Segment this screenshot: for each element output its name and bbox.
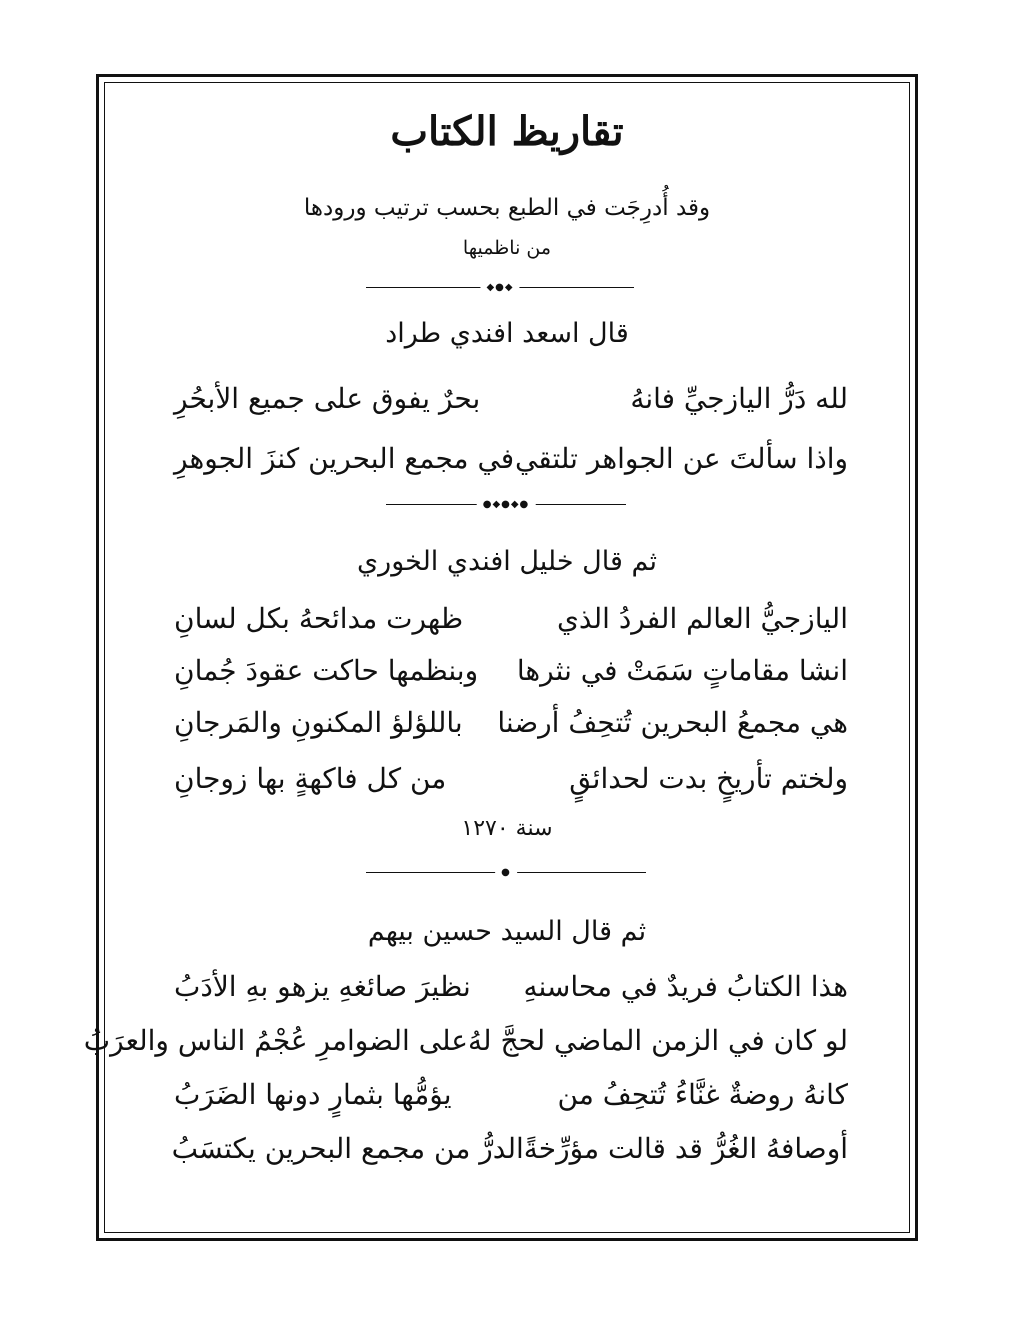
section-heading: ثم قال خليل افندي الخوري [357,546,657,577]
verse-second-hemistich: على الضوامرِ عُجْمُ الناس والعرَبُ [83,1024,469,1057]
verse-row [83,1020,848,1062]
divider-ornament-icon: ●◆●◆● [477,500,536,510]
section-heading: ثم قال السيد حسين بيهم [367,916,647,947]
verse-first-hemistich: لو كان في الزمن الماضي لحجَّ لهُ [468,1024,848,1057]
verse-second-hemistich: من كل فاكهةٍ بها زوجانِ [174,762,447,795]
verse-second-hemistich: ظهرت مدائحهُ بكل لسانِ [174,602,464,635]
verse-row [174,702,848,744]
ornamental-divider [386,499,626,510]
verse-second-hemistich: باللؤلؤ المكنونِ والمَرجانِ [174,706,463,739]
verse-first-hemistich: هذا الكتابُ فريدٌ في محاسنهِ [523,970,848,1003]
verse-first-hemistich: اليازجيُّ العالم الفردُ الذي [557,602,848,635]
ornamental-divider [366,282,634,293]
verse-row [174,598,848,640]
year-line: سنة ١٢٧٠ [461,816,553,841]
verse-second-hemistich: بحرٌ يفوق على جميع الأبحُرِ [174,382,481,415]
verse-first-hemistich: واذا سألتَ عن الجواهر تلتقي [514,442,848,475]
divider-ornament-icon: ◆●◆ [480,283,519,293]
verse-row [174,966,848,1008]
verse-row [174,438,848,480]
page-title: تقاريظ الكتاب [390,108,624,155]
verse-row [174,758,848,800]
verse-second-hemistich: نظيرَ صائغهِ يزهو بهِ الأدَبُ [174,970,471,1003]
verse-second-hemistich: الدرُّ من مجمع البحرين يكتسَبُ [171,1132,524,1165]
verse-first-hemistich: كانهُ روضةٌ غنَّاءُ تُتحِفُ من [557,1078,848,1111]
verse-first-hemistich: هي مجمعُ البحرين تُتحِفُ أرضنا [497,706,848,739]
divider [366,867,646,878]
verse-row [174,378,848,420]
verse-row [174,650,848,692]
subtitle-line-2: من ناظميها [462,237,552,259]
verse-second-hemistich: في مجمع البحرين كنزَ الجوهرِ [174,442,515,475]
subtitle-line-1: وقد أُدرِجَت في الطبع بحسب ترتيب ورودها [303,195,711,221]
verse-row [174,1074,848,1116]
verse-first-hemistich: انشا مقاماتٍ سَمَتْ في نثرها [516,654,848,687]
verse-first-hemistich: ولختم تأريخٍ بدت لحدائقٍ [569,762,848,795]
verse-row [171,1128,848,1170]
section-heading: قال اسعد افندي طراد [385,318,629,349]
verse-first-hemistich: أوصافهُ الغُرُّ قد قالت مؤرِّخةً [523,1132,848,1165]
divider-ornament-icon: ● [495,868,517,878]
verse-first-hemistich: لله دَرُّ اليازجيِّ فانهُ [630,382,848,415]
page [83,82,910,1233]
verse-second-hemistich: وبنظمها حاكت عقودَ جُمانِ [174,654,479,687]
verse-second-hemistich: يؤمُّها بثمارٍ دونها الضَرَبُ [174,1078,452,1111]
